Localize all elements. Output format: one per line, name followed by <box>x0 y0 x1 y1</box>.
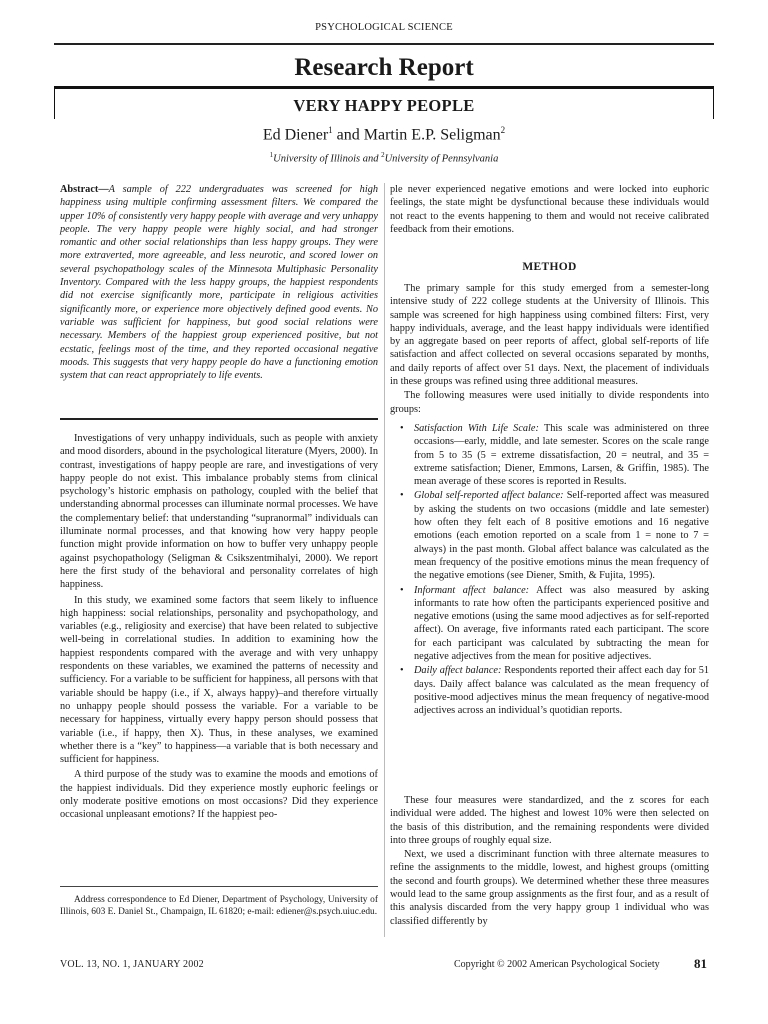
bullet-icon: • <box>400 665 404 677</box>
author-line <box>0 125 768 144</box>
measure-text: This scale was administered on three occasions—early, middle, and late semester. Scores on the scale range from 5 to 35 (5 = extreme dissatisfaction, 20 = neutral, and 35 = extreme satisfaction; Diener, Emmons, Larsen, & Griffin, 1985). The mean average of these scores is reported in Results. <box>414 422 709 488</box>
list-item <box>390 489 709 582</box>
list-item <box>390 664 709 717</box>
intro-paragraph-3: A third purpose of the study was to examine the moods and emotions of the happiest individuals. Did they experience mostly euphoric feelings or only moderate positive emotions on most occasions? Did they experience occasional unpleasant emotions? If the happiest peo- <box>60 769 378 821</box>
intro-paragraph-1: Investigations of very unhappy individuals, such as people with anxiety and mood disorders, abound in the psychological literature (Myers, 2000). In contrast, investigations of happy people are rare, and investigations of very happy people do not exist. This imbalance probably stems from clinical psychology’s historic emphasis on pathology, coupled with the belief that understanding abnormal processes can illuminate normal processes. We have the complementary belief: that understanding “supranormal” individuals can illuminate normal processes, and that knowing how very happy people function might provide information on how to buffer very unhappy people against psychopathology (Seligman & Csikszentmihalyi, 2000). We report here the first study of the behavioral and personality correlates of high happiness. <box>60 433 378 591</box>
measure-text: Affect was also measured by asking informants to rate how often the participants experienced positive and negative emotions (using the same mood adjectives as for self-reported affect). On average, five informants rated each participant. The score for each participant was calculated by subtracting the mean for negative adjectives from the mean for positive adjectives. <box>414 584 709 663</box>
abstract <box>60 183 378 382</box>
affil-1-marker: 1 <box>269 151 274 159</box>
method-paragraph-1: The primary sample for this study emerged from a semester-long intensive study of 222 college students at the University of Illinois. This sample was screened for high happiness using combined filters: First, very happy individuals, average, and the least happy individuals were identified by an aggregate based on peer reports of affect, global self-reports of life satisfaction and affect collected on several occasions separated by months, and daily reports of affect over 51 days. Next, the placement of individuals in these groups was refined using three additional measures. <box>390 283 709 388</box>
method-paragraph-3: These four measures were standardized, and the z scores for each individual were added. The highest and lowest 10% were then selected on the basis of this distribution, and the remaining respondents were divided into three groups of roughly equal size. <box>390 795 709 846</box>
measure-text: Respondents reported their affect each day for 51 days. Daily affect balance was calculated as the mean frequency of positive-mood adjectives minus the mean frequency of negative-mood adjectives across an individual’s quotidian reports. <box>414 665 709 717</box>
abstract-rule <box>60 418 378 420</box>
footnote-rule <box>60 886 378 887</box>
page-number: 81 <box>694 956 707 971</box>
footer-copyright: Copyright © 2002 American Psychological Society <box>454 959 660 970</box>
journal-name: PSYCHOLOGICAL SCIENCE <box>315 22 453 33</box>
measure-label: Satisfaction With Life Scale: <box>414 422 539 434</box>
abstract-lead: Abstract— <box>60 184 109 195</box>
method-section <box>390 282 709 719</box>
list-item <box>390 584 709 664</box>
list-item <box>390 422 709 488</box>
footnote-text: Address correspondence to Ed Diener, Department of Psychology, University of Illinois, 603 E. Daniel St., Champaign, IL 61820; e-mail: ediener@s.psych.uiuc.edu. <box>60 895 378 918</box>
intro-continued <box>390 183 709 236</box>
bullet-icon: • <box>400 490 404 502</box>
affil-2: University of Pennsylvania <box>384 153 499 165</box>
footnote <box>60 894 378 918</box>
intro-paragraph-2: In this study, we examined some factors that seem likely to influence high happiness: social relationships, personality and psychopathology, and variables (e.g., religiosity and exercise) that have been related to subjective well-being in correlational studies. In addition to examining how the happiest respondents compared with the average and with very unhappy respondents on these variables, we examined the patterns of necessity and sufficiency. For a variable to be sufficient for happiness, all persons with that variable should be happy (i.e., if X, always happy)–and therefore virtually no unhappy people should possess the variable. For a variable to be necessary for happiness, virtually every happy person should possess that variable (i.e., if happy, then X). Thus, in these analyses, we examined whether there is a “key” to happiness—a variable that is both necessary and sufficient for happiness. <box>60 594 378 766</box>
measure-label: Informant affect balance: <box>414 584 530 596</box>
column-divider <box>384 183 385 937</box>
intro-continued-text: ple never experienced negative emotions and were locked into euphoric feelings, the state might be dysfunctional because these individuals would not react to the events happening to them and would not receive calibrated feedback from their emotions. <box>390 184 709 235</box>
affil-1: University of Illinois and <box>273 153 382 165</box>
author-2: and Martin E.P. Seligman <box>332 126 501 144</box>
author-2-marker: 2 <box>500 125 506 135</box>
measures-list <box>390 422 709 718</box>
measure-text: Self-reported affect was measured by asking the students on two occasions (middle and late semester) how often they felt each of 8 positive emotions and 16 negative emotions (each emotion reported on a scale from 1 = none to 7 = always) in the past month. Global affect balance was calculated as the mean frequency of the positive emotions minus the mean frequency of the negative emotions (see Diener, Smith, & Fujita, 1995). <box>414 490 710 582</box>
method-paragraph-2: The following measures were used initially to divide respondents into groups: <box>390 390 709 415</box>
author-1-marker: 1 <box>328 125 333 135</box>
measure-label: Global self-reported affect balance: <box>414 490 564 502</box>
bullet-icon: • <box>400 422 404 434</box>
method-heading: METHOD <box>522 261 577 273</box>
introduction <box>60 432 378 824</box>
affil-2-marker: 2 <box>381 151 385 159</box>
method-continued <box>390 794 709 929</box>
measure-label: Daily affect balance: <box>414 665 502 677</box>
header-rule <box>54 43 714 45</box>
title-rule <box>54 86 714 89</box>
footer-volume: VOL. 13, NO. 1, JANUARY 2002 <box>60 959 204 970</box>
affiliations <box>0 151 768 165</box>
section-title: Research Report <box>294 54 474 81</box>
author-1: Ed Diener <box>262 126 329 144</box>
bullet-icon: • <box>400 584 404 596</box>
method-paragraph-4: Next, we used a discriminant function with three alternate measures to refine the assignments to the middle, lowest, and highest groups (omitting the second and fourth groups). We determined whether these three measures would lead to the same group assignments as the first four, and as a result of this analysis discarded from the very happy group 1 individual who was classified differently by <box>390 849 709 927</box>
abstract-text: A sample of 222 undergraduates was screened for high happiness using multiple confirming assessment filters. We compared the upper 10% of consistently very happy people with average and very unhappy people. The very happy people were highly social, and had stronger romantic and other social relationships than less happy groups. They were more extraverted, more agreeable, and less neurotic, and scored lower on several psychopathology scales of the Minnesota Multiphasic Personality Inventory. Compared with the less happy groups, the happiest respondents did not exercise significantly more, participate in religious activities significantly more, or experience more objectively defined good events. No variable was sufficient for happiness, but good social relations were necessary. Members of the happiest group experienced positive, but not ecstatic, feelings most of the time, and they reported occasional negative moods. This suggests that very happy people do have a functioning emotion system that can react appropriately to life events. <box>60 184 378 382</box>
article-title: VERY HAPPY PEOPLE <box>293 96 475 115</box>
